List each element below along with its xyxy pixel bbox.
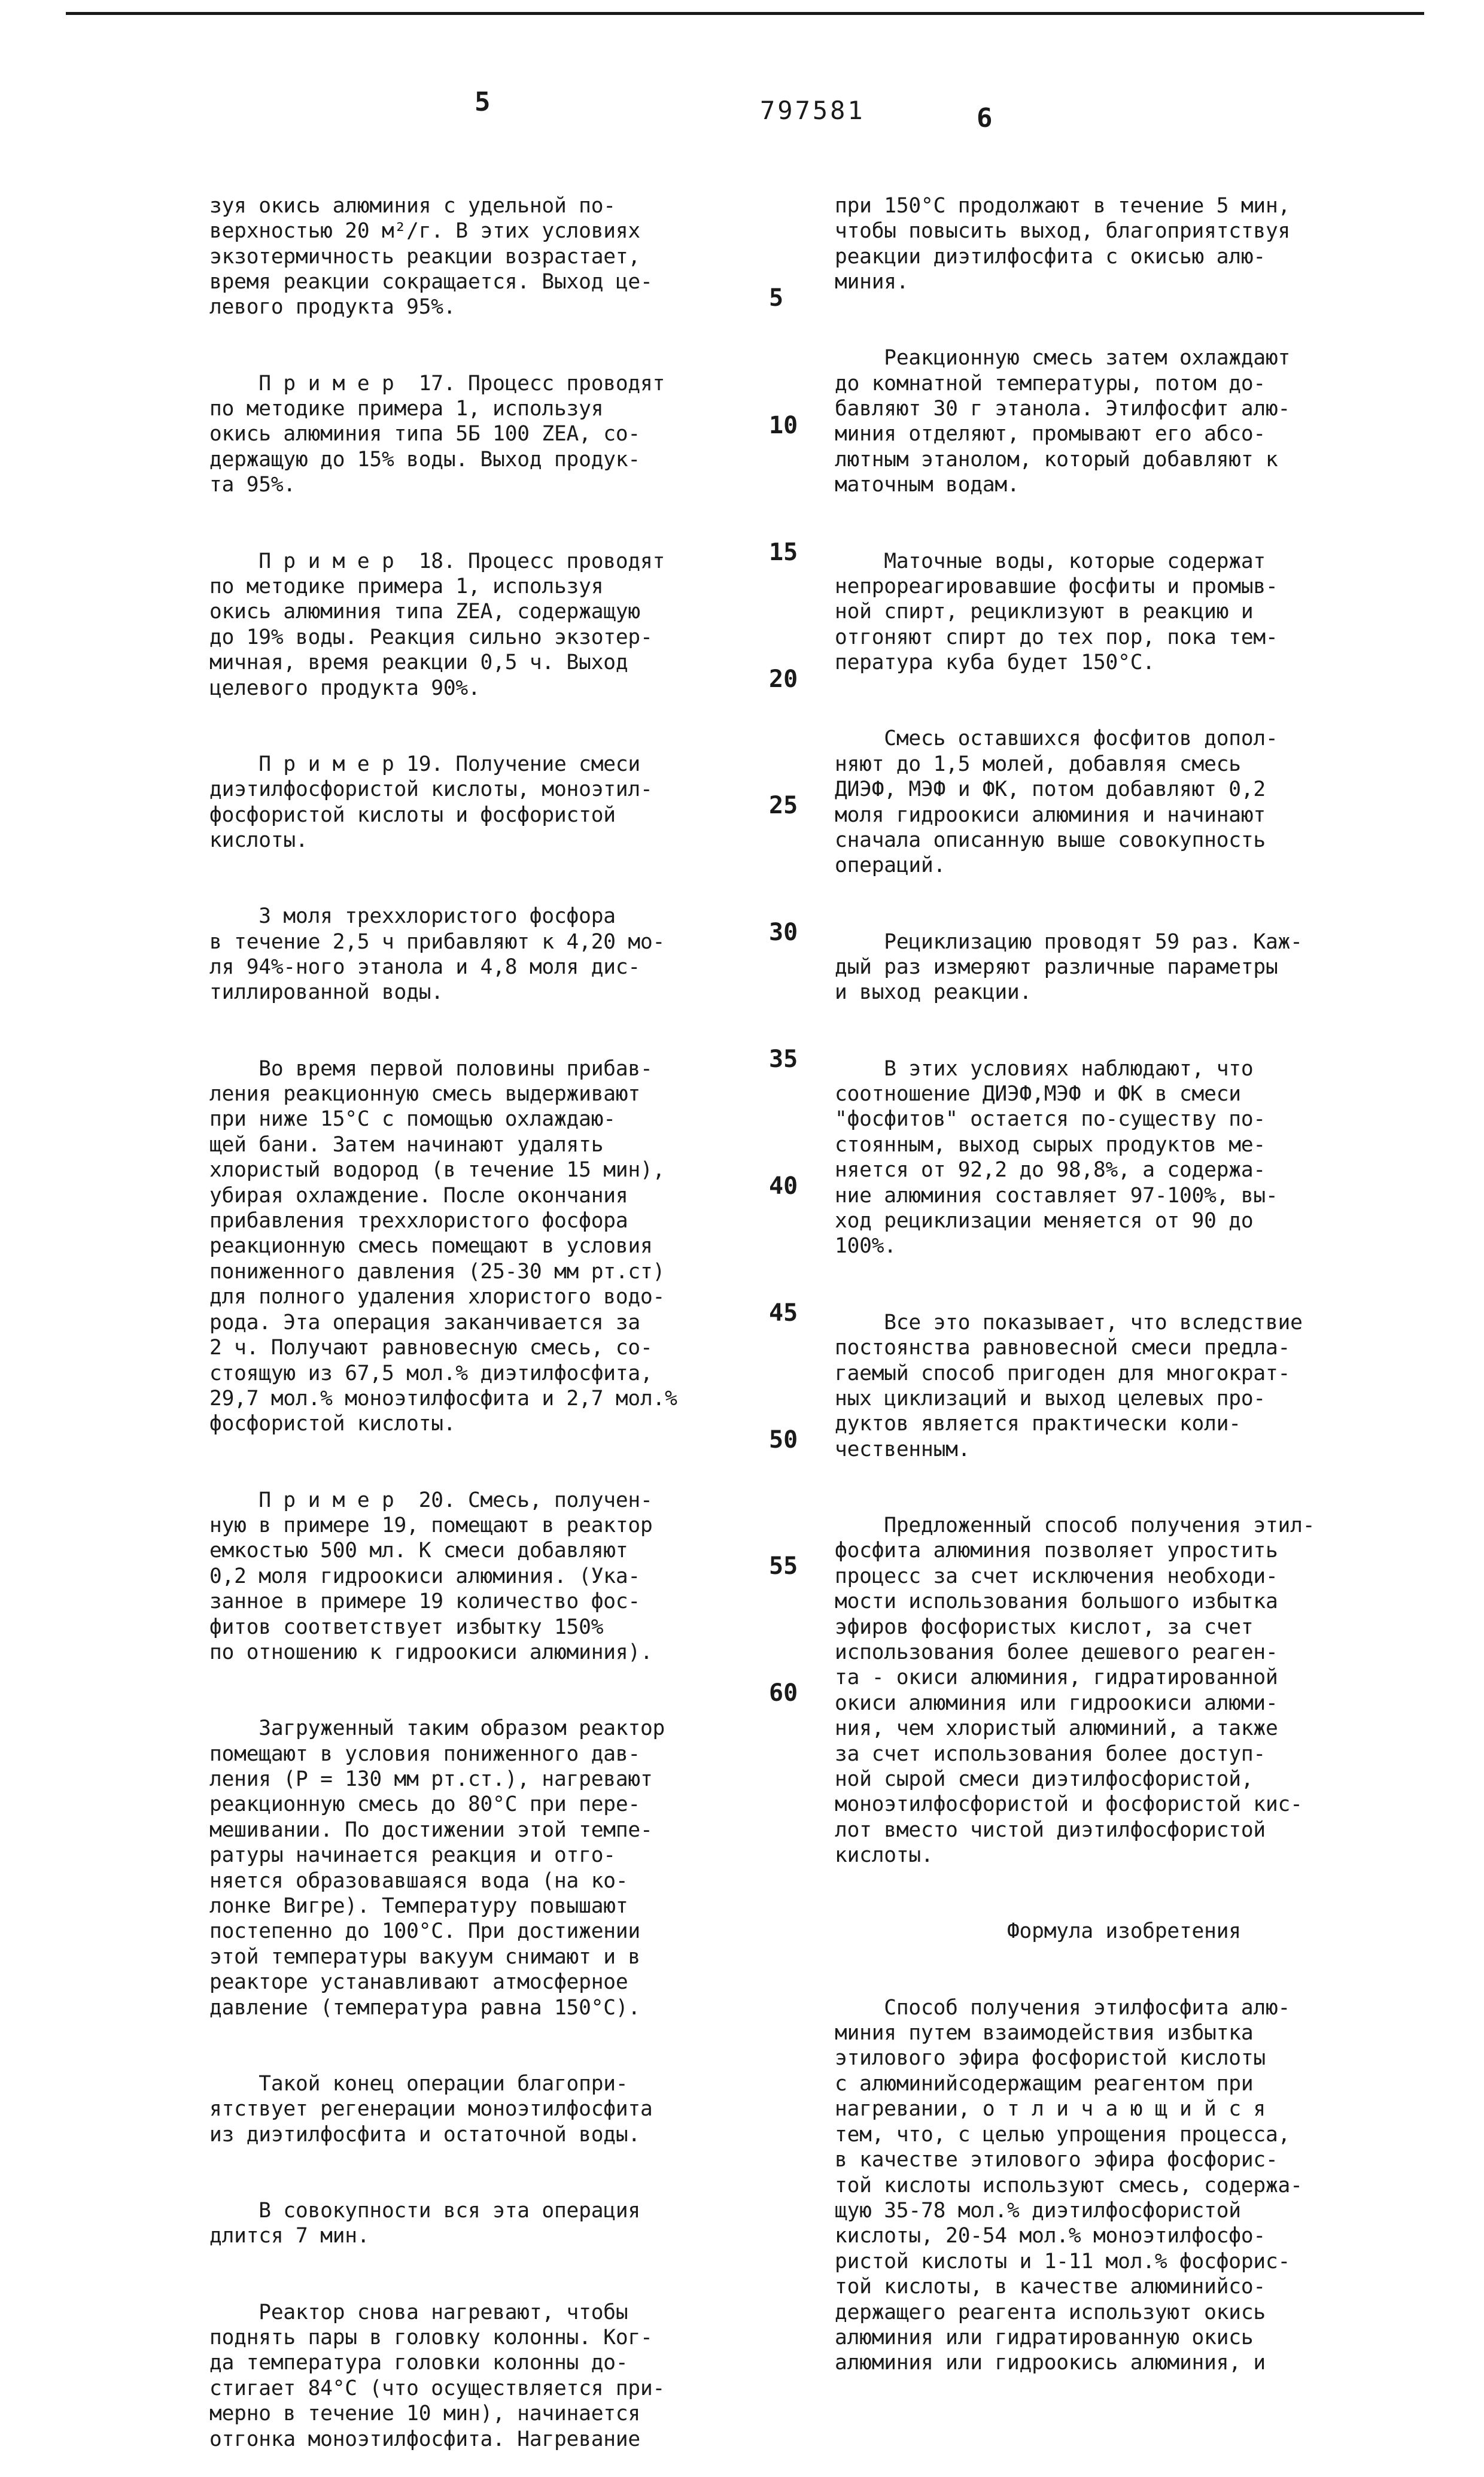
line-number: 30	[769, 919, 798, 946]
line-number: 60	[769, 1679, 798, 1707]
line-number: 25	[769, 792, 798, 819]
paragraph: Реактор снова нагревают, чтобы поднять пары в головку колонны. Ког- да температура головки колонны до- стигает 84°С (что осуществляется при- мерно в течение 10 мин), начинается отгонка моноэтилфосфита. Нагревание	[209, 2300, 665, 2451]
paragraph: Маточные воды, которые содержат непрореагировавшие фосфиты и промыв- ной спирт, рециклизуют в реакцию и отгоняют спирт до тех пор, пока тем- пература куба будет 150°С.	[835, 549, 1278, 675]
line-number: 20	[769, 665, 798, 693]
paragraph: Во время первой половины прибав- ления реакционную смесь выдерживают при ниже 15°С с помощью охлаждаю- щей бани. Затем начинают удалять хлористый водород (в течение 15 мин), убирая охлаждение. После окончания прибавления треххлористого фосфора реакционную смесь помещают в условия пониженного давления (25-30 мм рт.ст) для полного удаления хлористого водо- рода. Эта операция заканчивается за 2 ч. Получают равновесную смесь, со- стоящую из 67,5 мол.% диэтилфосфита, 29,7 мол.% моноэтилфосфита и 2,7 мол.% фосфористой кислоты.	[209, 1056, 677, 1436]
top-rule	[66, 12, 1424, 15]
paragraph: Реакционную смесь затем охлаждают до комнатной температуры, потом до- бавляют 30 г этанола. Этилфосфит алю- миния отделяют, промывают его абсо- лютным этанолом, который добавляют к маточным водам.	[835, 346, 1291, 497]
right-column	[835, 142, 1409, 2401]
paragraph: Рециклизацию проводят 59 раз. Каж- дый раз измеряют различные параметры и выход реакции.	[835, 929, 1303, 1005]
paragraph: 3 моля треххлористого фосфора в течение 2,5 ч прибавляют к 4,20 мо- ля 94%-ного этанола и 4,8 моля дис- тиллированной воды.	[209, 904, 665, 1005]
paragraph: Такой конец операции благопри- ятствует регенерации моноэтилфосфита из диэтилфосфита и остаточной воды.	[209, 2071, 653, 2147]
line-number: 50	[769, 1426, 798, 1454]
paragraph: Смесь оставшихся фосфитов допол- няют до 1,5 молей, добавляя смесь ДИЭФ, МЭФ и ФК, потом добавляют 0,2 моля гидроокиси алюминия и начинают сначала описанную выше совокупность операций.	[835, 727, 1278, 878]
left-column	[209, 142, 766, 2477]
page-number-left: 5	[475, 87, 491, 117]
line-number: 5	[769, 284, 784, 312]
paragraph: зуя окись алюминия с удельной по- верхностью 20 м²/г. В этих условиях экзотермичность реакции возрастает, время реакции сокращается. Выход це- левого продукта 95%.	[209, 193, 653, 320]
paragraph-claim: Способ получения этилфосфита алю- миния путем взаимодействия избытка этилового эфира фосфористой кислоты с алюминийсодержащим реагентом при нагревании, о т л и ч а ю щ и й с я тем, что, с целью упрощения процесса, в качестве этилового эфира фосфорис- той кислоты используют смесь, содержа- щую 35-78 мол.% диэтилфосфористой кислоты, 20-54 мол.% моноэтилфосфо- ристой кислоты и 1-11 мол.% фосфорис- той кислоты, в качестве алюминийсо- держащего реагента используют окись алюминия или гидратированную окись алюминия или гидроокись алюминия, и	[835, 1995, 1303, 2375]
paragraph-example-20: П р и м е р 20. Смесь, получен- ную в примере 19, помещают в реактор емкостью 500 мл. К смеси добавляют 0,2 моля гидроокиси алюминия. (Ука- занное в примере 19 количество фос- фитов соответствует избытку 150% по отношению к гидроокиси алюминия).	[209, 1488, 653, 1664]
section-heading-claims: Формула изобретения	[835, 1919, 1241, 1944]
line-number: 55	[769, 1552, 798, 1580]
paragraph-example-17: П р и м е р 17. Процесс проводят по методике примера 1, используя окись алюминия типа 5Б 100 ZEA, со- держащую до 15% воды. Выход продук- та 95%.	[209, 371, 665, 497]
line-number: 10	[769, 412, 798, 439]
paragraph: Загруженный таким образом реактор помещают в условия пониженного дав- ления (Р = 130 мм рт.ст.), нагревают реакционную смесь до 80°С при пере- мешивании. По достижении этой темпе- ратуры начинается реакция и отго- няется образовавшаяся вода (на ко- лонке Вигре). Температуру повышают постепенно до 100°С. При достижении этой температуры вакуум снимают и в реакторе устанавливают атмосферное давление (температура равна 150°С).	[209, 1716, 665, 2020]
line-number: 40	[769, 1172, 798, 1200]
line-number: 35	[769, 1045, 798, 1073]
patent-number: 797581	[760, 96, 865, 125]
paragraph-example-19: П р и м е р 19. Получение смеси диэтилфосфористой кислоты, моноэтил- фосфористой кислоты и фосфористой кислоты.	[209, 752, 653, 852]
paragraph-example-18: П р и м е р 18. Процесс проводят по методике примера 1, используя окись алюминия типа ZEA, содержащую до 19% воды. Реакция сильно экзотер- мичная, время реакции 0,5 ч. Выход целевого продукта 90%.	[209, 549, 665, 700]
paragraph: при 150°С продолжают в течение 5 мин, чтобы повысить выход, благоприятствуя реакции диэтилфосфита с окисью алю- миния.	[835, 193, 1291, 294]
paragraph: В совокупности вся эта операция длится 7 мин.	[209, 2198, 640, 2248]
paragraph: Все это показывает, что вследствие постоянства равновесной смеси предла- гаемый способ пригоден для многократ- ных циклизаций и выход целевых про- дуктов является практически коли- чественным.	[835, 1310, 1303, 1461]
paragraph: Предложенный способ получения этил- фосфита алюминия позволяет упростить процесс за счет исключения необходи- мости использования большого избытка эфиров фосфористых кислот, за счет использования более дешевого реаген- та - окиси алюминия, гидратированной окиси алюминия или гидроокиси алюми- ния, чем хлористый алюминий, а также за счет использования более доступ- ной сырой смеси диэтилфосфористой, моноэтилфосфористой и фосфористой кис- лот вместо чистой диэтилфосфористой кислоты.	[835, 1513, 1315, 1868]
line-number: 15	[769, 539, 798, 566]
paragraph: В этих условиях наблюдают, что соотношение ДИЭФ,МЭФ и ФК в смеси "фосфитов" остается по-существу по- стоянным, выход сырых продуктов ме- няется от 92,2 до 98,8%, а содержа- ние алюминия составляет 97-100%, вы- ход рециклизации меняется от 90 до 100%.	[835, 1056, 1278, 1259]
line-number: 45	[769, 1299, 798, 1327]
page-number-right: 6	[977, 103, 993, 133]
